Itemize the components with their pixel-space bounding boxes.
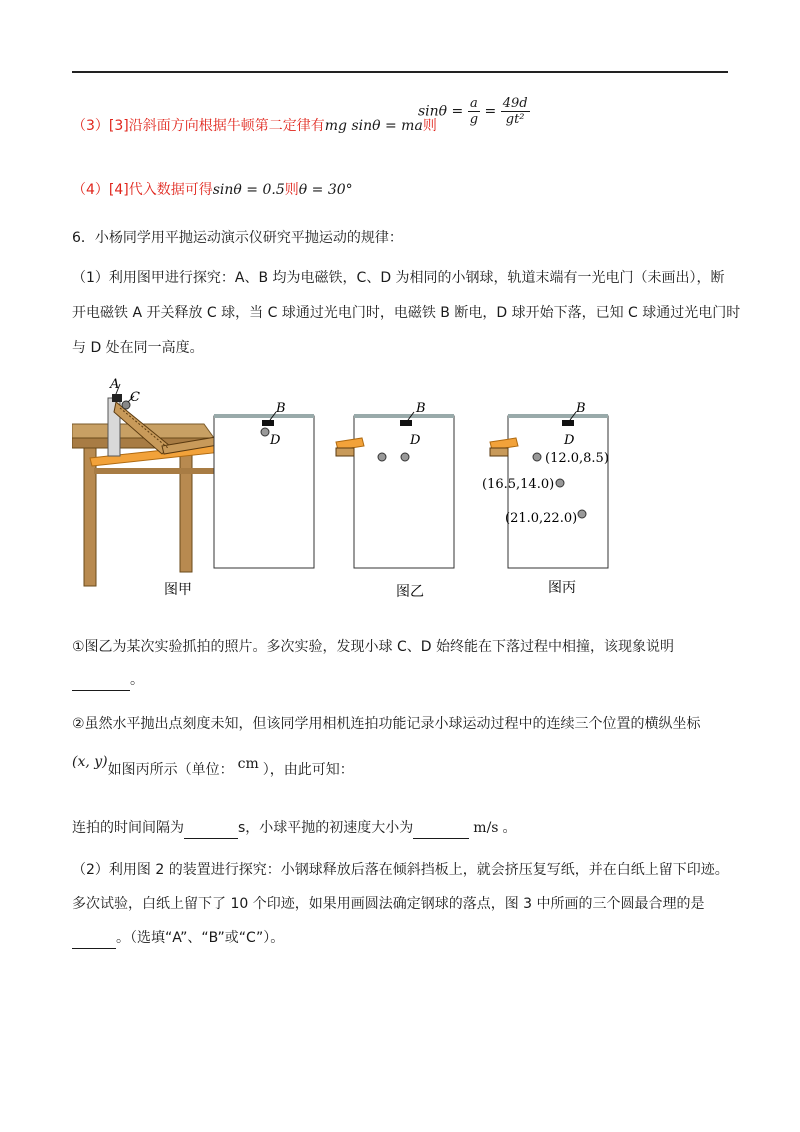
label-D-yi: D <box>410 433 421 448</box>
unit-cm: cm <box>237 756 259 772</box>
solution-4-eq1: sinθ = 0.5 <box>212 182 285 198</box>
board-jia <box>214 416 314 568</box>
sub2-end-text: ），由此可知： <box>262 762 354 778</box>
caption-yi: 图乙 <box>396 584 424 600</box>
xy-coordinate: (x, y) <box>72 754 108 770</box>
coord-label-3: (21.0,22.0) <box>505 511 578 526</box>
q6-part1-line3: 与 D 处在同一高度。 <box>72 340 204 356</box>
q6-part2-line3 <box>72 928 284 949</box>
solution-4-then: 则 <box>284 182 299 198</box>
q6-sub1-answer-line <box>72 670 144 691</box>
equals-sign: = <box>484 103 497 120</box>
label-B-yi: B <box>416 401 426 416</box>
label-C: C <box>130 390 140 405</box>
solution-3-then: 则 <box>422 118 437 134</box>
solution-3-formula <box>418 96 530 127</box>
caption-jia: 图甲 <box>164 582 192 598</box>
fraction-numerator: 49d <box>502 96 528 111</box>
q6-sub1: ①图乙为某次实验抓拍的照片。多次实验，发现小球 C、D 始终能在下落过程中相撞，该现象说明 <box>72 639 675 655</box>
part2-line3-text: 。（选填“A”、“B”或“C”）。 <box>116 930 285 946</box>
solution-4-eq2: θ = 30° <box>298 182 353 198</box>
ball-pos-1 <box>533 453 541 461</box>
header-rule <box>72 71 728 73</box>
sub2-mid-text: 如图丙所示（单位： <box>107 762 234 778</box>
answer-blank-velocity[interactable] <box>413 818 469 839</box>
sub3-period: 。 <box>502 820 517 836</box>
label-D-jia: D <box>270 433 281 448</box>
answer-blank-interval[interactable] <box>184 818 238 839</box>
board-bing <box>508 416 608 568</box>
answer-blank-circle[interactable] <box>72 928 116 949</box>
solution-4-label: （4）[4]代入数据可得 <box>72 182 213 198</box>
answer-blank-1[interactable] <box>72 670 130 691</box>
solution-3-equation: mg sinθ = ma <box>324 118 423 134</box>
board-jia-top <box>214 414 314 418</box>
fraction-a-over-g <box>468 96 480 127</box>
sub1-period: 。 <box>130 672 144 688</box>
sub3-text-b: s，小球平抛的初速度大小为 <box>238 820 414 836</box>
experiment-figure <box>72 368 632 608</box>
fraction-numerator: a <box>468 96 480 112</box>
label-B-jia: B <box>276 401 286 416</box>
q6-sub2-line1: ②虽然水平抛出点刻度未知，但该同学用相机连拍功能记录小球运动过程中的连续三个位置的横纵坐标 <box>72 716 701 732</box>
ball-pos-2 <box>556 479 564 487</box>
question-6-title: 6．小杨同学用平抛运动演示仪研究平抛运动的规律： <box>72 230 403 246</box>
solution-4 <box>72 180 353 200</box>
q6-part2-line2: 多次试验，白纸上留下了 10 个印迹，如果用画圆法确定钢球的落点，图 3 中所画的三个圆最合理的是 <box>72 896 705 912</box>
ball-C-yi <box>378 453 386 461</box>
fraction-denominator: gt² <box>505 112 525 127</box>
solution-3 <box>72 116 437 136</box>
coord-label-2: (16.5,14.0) <box>482 477 555 492</box>
fraction-denominator: g <box>469 112 479 127</box>
q6-part1-line1: （1）利用图甲进行探究：A、B 均为电磁铁，C、D 为相同的小钢球，轨道末端有一光电门（未画出），断 <box>72 270 725 286</box>
formula-lhs: sinθ = <box>418 103 464 120</box>
sub3-text-a: 连拍的时间间隔为 <box>72 820 184 836</box>
electromagnet-B-bing <box>562 420 574 426</box>
label-D-bing: D <box>564 433 575 448</box>
ball-pos-3 <box>578 510 586 518</box>
q6-part1-line2: 开电磁铁 A 开关释放 C 球，当 C 球通过光电门时，电磁铁 B 断电，D 球开始下落，已知 C 球通过光电门时 <box>72 305 741 321</box>
label-A: A <box>110 377 120 392</box>
figure-jia-apparatus <box>72 384 224 586</box>
fraction-49d-over-gt2 <box>501 96 530 127</box>
q6-part2-line1: （2）利用图 2 的装置进行探究：小钢球释放后落在倾斜挡板上，就会挤压复写纸，并在白纸上留下印迹。 <box>72 862 729 878</box>
coord-label-1: (12.0,8.5) <box>545 451 609 466</box>
board-yi <box>354 416 454 568</box>
ball-D-jia <box>261 428 269 436</box>
solution-3-label: （3）[3]沿斜面方向根据牛顿第二定律有 <box>72 118 325 134</box>
electromagnet-B-yi <box>400 420 412 426</box>
q6-sub2-line2 <box>72 754 354 780</box>
caption-bing: 图丙 <box>548 580 576 596</box>
q6-sub3 <box>72 818 516 839</box>
ball-D-yi <box>401 453 409 461</box>
label-B-bing: B <box>576 401 586 416</box>
electromagnet-B-jia <box>262 420 274 426</box>
unit-ms: m/s <box>473 820 499 836</box>
